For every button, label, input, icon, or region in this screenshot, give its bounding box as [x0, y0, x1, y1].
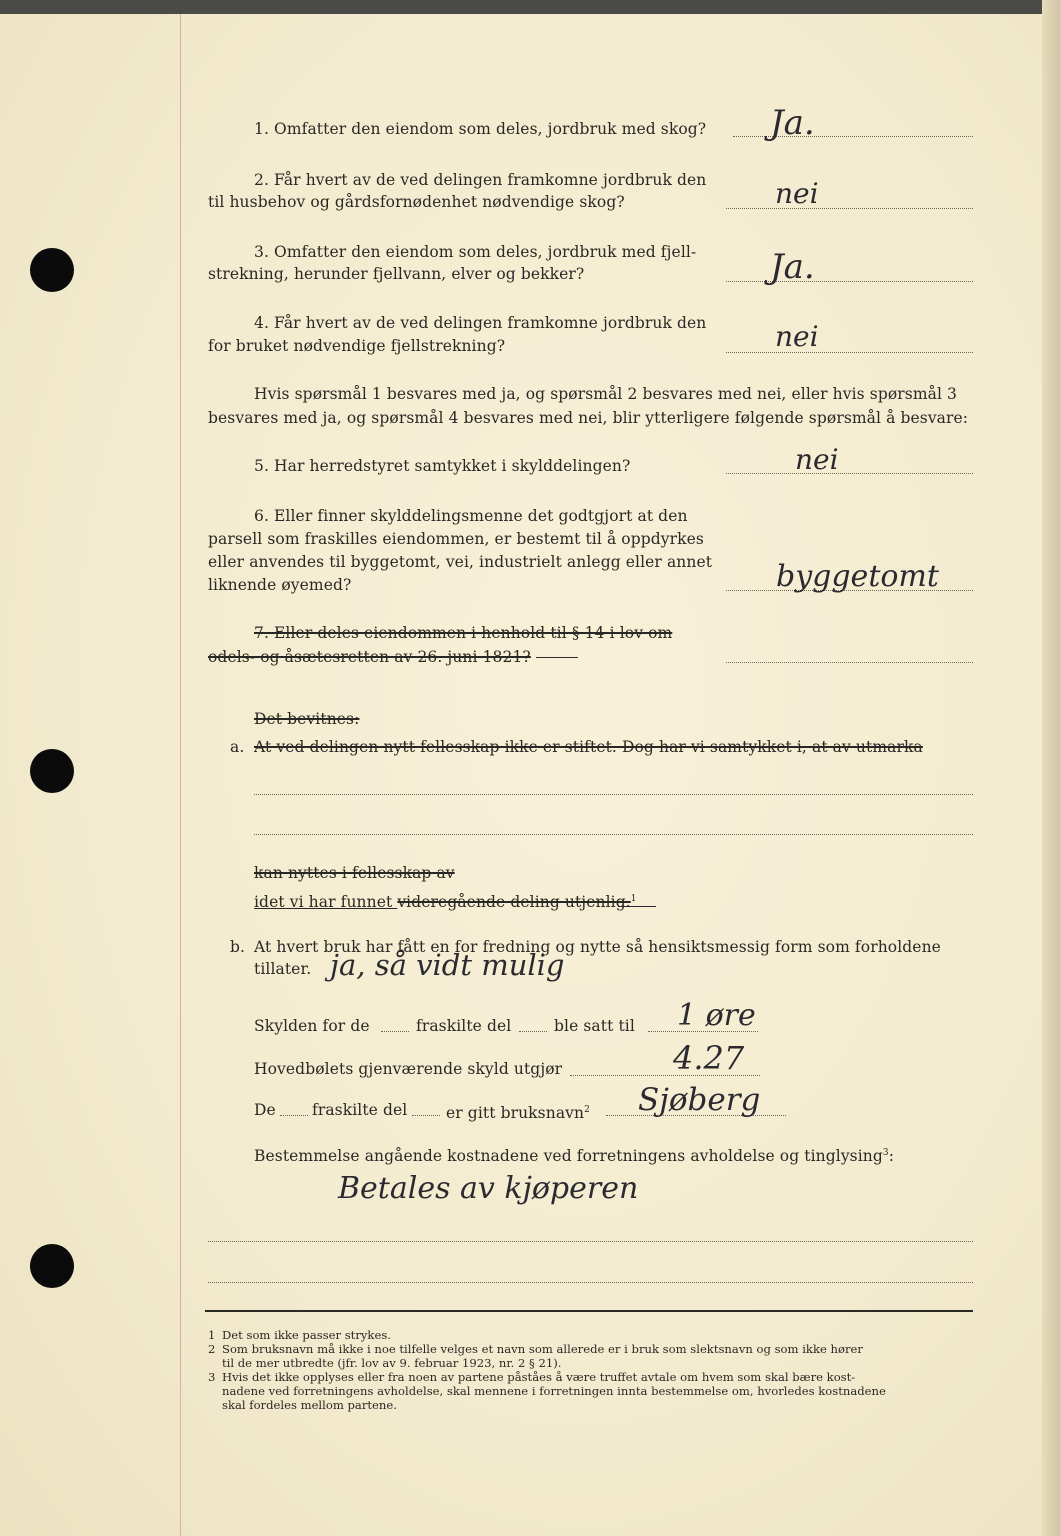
question-2-line-2: til husbehov og gårdsfornødenhet nødvendige skog? [208, 193, 625, 211]
margin-line [180, 14, 181, 1536]
skylden-label-2: fraskilte del [416, 1017, 512, 1035]
costs-provision-label: Bestemmelse angående kostnadene ved forretningens avholdelse og tinglysing$^3$: [254, 1147, 895, 1166]
strike-stroke [536, 657, 578, 658]
blank-line [254, 794, 973, 795]
farm-name-label-1: De [254, 1101, 276, 1119]
attestation-b-line-2: tillater. [254, 960, 312, 978]
main-farm-tax-label: Hovedbølets gjenværende skyld utgjør [254, 1060, 563, 1078]
answer-1-handwritten: Ja. [770, 103, 815, 143]
answer-line [726, 473, 973, 474]
attestation-a-line-1: At ved delingen nytt fellesskap ikke er stiftet. Dog har vi samtykket i, at av utmarka [254, 738, 923, 756]
conditional-paragraph-line-2: besvares med ja, og spørsmål 4 besvares med nei, blir ytterligere følgende spørsmål å besvare: [208, 409, 969, 427]
question-4-line-2: for bruket nødvendige fjellstrekning? [208, 337, 506, 355]
footnote-2-line-2: til de mer utbredte (jfr. lov av 9. februar 1923, nr. 2 § 21). [222, 1356, 562, 1370]
answer-3-handwritten: Ja. [770, 247, 815, 287]
footnote-1-number: 1 [208, 1328, 216, 1342]
farm-name-label-2: fraskilte del [312, 1101, 408, 1119]
farm-name-label-3: er gitt bruksnavn$^2$ [446, 1104, 590, 1123]
attestation-b-marker: b. [230, 938, 246, 956]
blank-field [280, 1115, 308, 1116]
blank-line [208, 1241, 973, 1242]
footnote-3-line-3: skal fordeles mellom partene. [222, 1398, 397, 1412]
blank-line [208, 1282, 973, 1283]
main-farm-tax-value-handwritten: 4.27 [673, 1039, 745, 1077]
skylden-value-handwritten: 1 øre [677, 998, 756, 1033]
blank-line [254, 834, 973, 835]
question-6-line-3: eller anvendes til byggetomt, vei, industrielt anlegg eller annet [208, 553, 713, 571]
footnote-3-line-1: Hvis det ikke opplyses eller fra noen av partene påståes å være truffet avtale om hvem som skal bære kost- [222, 1370, 856, 1384]
blank-field [412, 1115, 440, 1116]
question-3-line-1: 3. Omfatter den eiendom som deles, jordbruk med fjell- [254, 243, 697, 261]
footnote-3-number: 3 [208, 1370, 216, 1384]
footnote-2-line-1: Som bruksnavn må ikke i noe tilfelle velges et navn som allerede er i bruk som slektsnavn og som ikke hører [222, 1342, 863, 1356]
costs-provision-handwritten: Betales av kjøperen [338, 1171, 639, 1206]
attestation-heading: Det bevitnes: [254, 710, 360, 728]
attestation-b-handwritten: ja, så vidt mulig [330, 948, 565, 982]
strike-stroke [618, 906, 656, 907]
skylden-label-1: Skylden for de [254, 1017, 370, 1035]
attestation-a-marker: a. [230, 738, 245, 756]
question-7-line-1: 7. Eller deles eiendommen i henhold til § 14 i lov om [254, 624, 673, 642]
question-5-line-1: 5. Har herredstyret samtykket i skylddelingen? [254, 457, 631, 475]
question-1-line-1: 1. Omfatter den eiendom som deles, jordbruk med skog? [254, 120, 707, 138]
question-6-line-4: liknende øyemed? [208, 576, 352, 594]
question-2-line-1: 2. Får hvert av de ved delingen framkomne jordbruk den [254, 171, 707, 189]
blank-field [381, 1031, 409, 1032]
conditional-paragraph-line-1: Hvis spørsmål 1 besvares med ja, og spørsmål 2 besvares med nei, eller hvis spørsmål 3 [254, 385, 958, 403]
footnote-3-line-2: nadene ved forretningens avholdelse, skal mennene i forretningen inntа bestemmelse om, hvorledes kostnadene [222, 1384, 886, 1398]
question-6-line-2: parsell som fraskilles eiendommen, er bestemt til å oppdyrkes [208, 530, 704, 548]
footnote-2-number: 2 [208, 1342, 216, 1356]
question-6-line-1: 6. Eller finner skylddelingsmenne det godtgjort at den [254, 507, 688, 525]
punch-hole [30, 749, 74, 793]
scan-edge-right [1042, 0, 1060, 1536]
answer-line [726, 662, 973, 663]
scan-edge-top [0, 0, 1060, 14]
punch-hole [30, 1244, 74, 1288]
footnote-1-line-1: Det som ikke passer strykes. [222, 1328, 391, 1342]
answer-line [733, 136, 973, 137]
question-3-line-2: strekning, herunder fjellvann, elver og bekker? [208, 265, 585, 283]
blank-field [519, 1031, 547, 1032]
answer-line [726, 208, 973, 209]
footnote-separator [205, 1310, 973, 1312]
skylden-label-3: ble satt til [554, 1017, 635, 1035]
question-7-line-2: odels- og åsætesretten av 26. juni 1821? [208, 648, 531, 666]
answer-line [726, 352, 973, 353]
answer-line [726, 281, 973, 282]
farm-name-handwritten: Sjøberg [638, 1082, 761, 1118]
answer-6-handwritten: byggetomt [776, 559, 939, 594]
answer-2-handwritten: nei [775, 177, 819, 210]
attestation-a-line-2: kan nyttes i fellesskap av [254, 864, 455, 882]
punch-hole [30, 248, 74, 292]
answer-5-handwritten: nei [795, 443, 839, 476]
question-4-line-1: 4. Får hvert av de ved delingen framkomne jordbruk den [254, 314, 707, 332]
attestation-b-line-1: At hvert bruk har fått en for fredning og nytte så hensiktsmessig form som forholdene [254, 938, 941, 956]
answer-4-handwritten: nei [775, 320, 819, 353]
attestation-a-line-3: idet vi har funnet videregående deling utjenlig.$^1$ [254, 893, 637, 912]
